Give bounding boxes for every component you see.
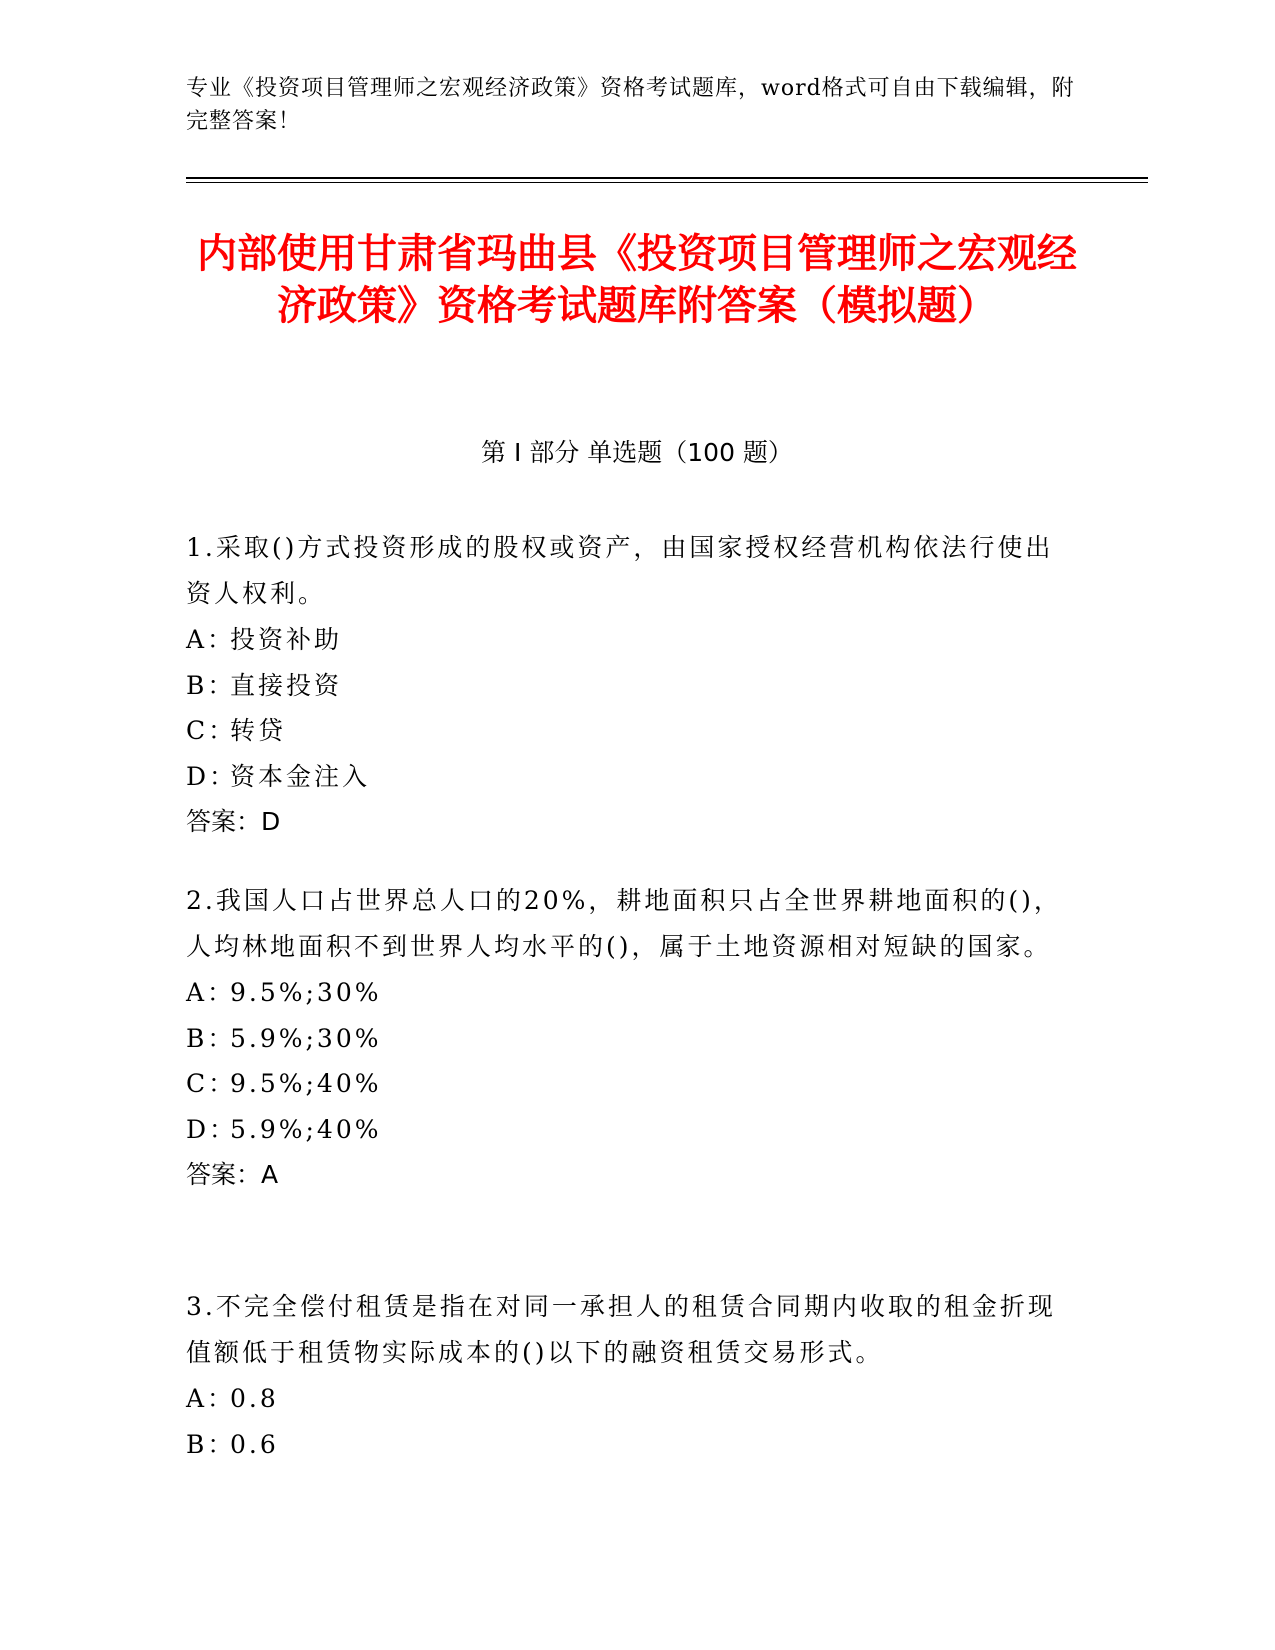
section-heading: 第 I 部分 单选题（100 题） xyxy=(481,438,793,467)
option-d xyxy=(186,1107,1066,1153)
option-text: 资本金注入 xyxy=(230,761,371,791)
option-a xyxy=(186,1376,1066,1422)
header-note: 专业《投资项目管理师之宏观经济政策》资格考试题库，word格式可自由下载编辑，附完整答案！ xyxy=(186,76,1075,134)
question-3 xyxy=(186,1284,1066,1467)
option-c xyxy=(186,1061,1066,1107)
option-a xyxy=(186,617,1066,663)
question-stem: 2.我国人口占世界总人口的20%，耕地面积只占全世界耕地面积的()，人均林地面积不到世界人均水平的()，属于土地资源相对短缺的国家。 xyxy=(186,886,1062,961)
answer-line: 答案：A xyxy=(186,1160,279,1189)
document-title: 内部使用甘肃省玛曲县《投资项目管理师之宏观经济政策》资格考试题库附答案（模拟题） xyxy=(197,231,1077,329)
option-text: 转贷 xyxy=(230,716,287,745)
option-text: 0.8 xyxy=(230,1384,279,1413)
option-text: 投资补助 xyxy=(230,625,343,654)
option-key: A： xyxy=(186,978,236,1007)
option-text: 5.9%;30% xyxy=(230,1023,382,1053)
question-2 xyxy=(186,878,1066,1198)
option-key: B： xyxy=(186,1023,236,1053)
option-text: 9.5%;30% xyxy=(230,978,382,1007)
option-b xyxy=(186,663,1066,709)
option-b xyxy=(186,1016,1066,1062)
option-text: 9.5%;40% xyxy=(230,1069,382,1098)
option-key: C： xyxy=(186,716,237,745)
answer-line: 答案：D xyxy=(186,807,281,836)
option-key: B： xyxy=(186,1429,236,1459)
header-divider-thin xyxy=(186,182,1148,183)
option-key: A： xyxy=(186,625,236,654)
option-key: A： xyxy=(186,1384,236,1413)
option-text: 0.6 xyxy=(230,1429,279,1459)
question-stem: 3.不完全偿付租赁是指在对同一承担人的租赁合同期内收取的租金折现值额低于租赁物实际成本的()以下的融资租赁交易形式。 xyxy=(186,1292,1056,1367)
option-c xyxy=(186,708,1066,754)
header-divider-thick xyxy=(186,177,1148,179)
question-1 xyxy=(186,525,1066,845)
option-key: D： xyxy=(186,761,238,791)
option-key: C： xyxy=(186,1069,237,1098)
option-key: B： xyxy=(186,670,236,700)
option-key: D： xyxy=(186,1114,238,1144)
option-text: 直接投资 xyxy=(230,670,343,700)
option-d xyxy=(186,754,1066,800)
question-stem: 1.采取()方式投资形成的股权或资产，由国家授权经营机构依法行使出资人权利。 xyxy=(186,533,1054,608)
option-a xyxy=(186,970,1066,1016)
option-b xyxy=(186,1422,1066,1468)
option-text: 5.9%;40% xyxy=(230,1114,382,1144)
